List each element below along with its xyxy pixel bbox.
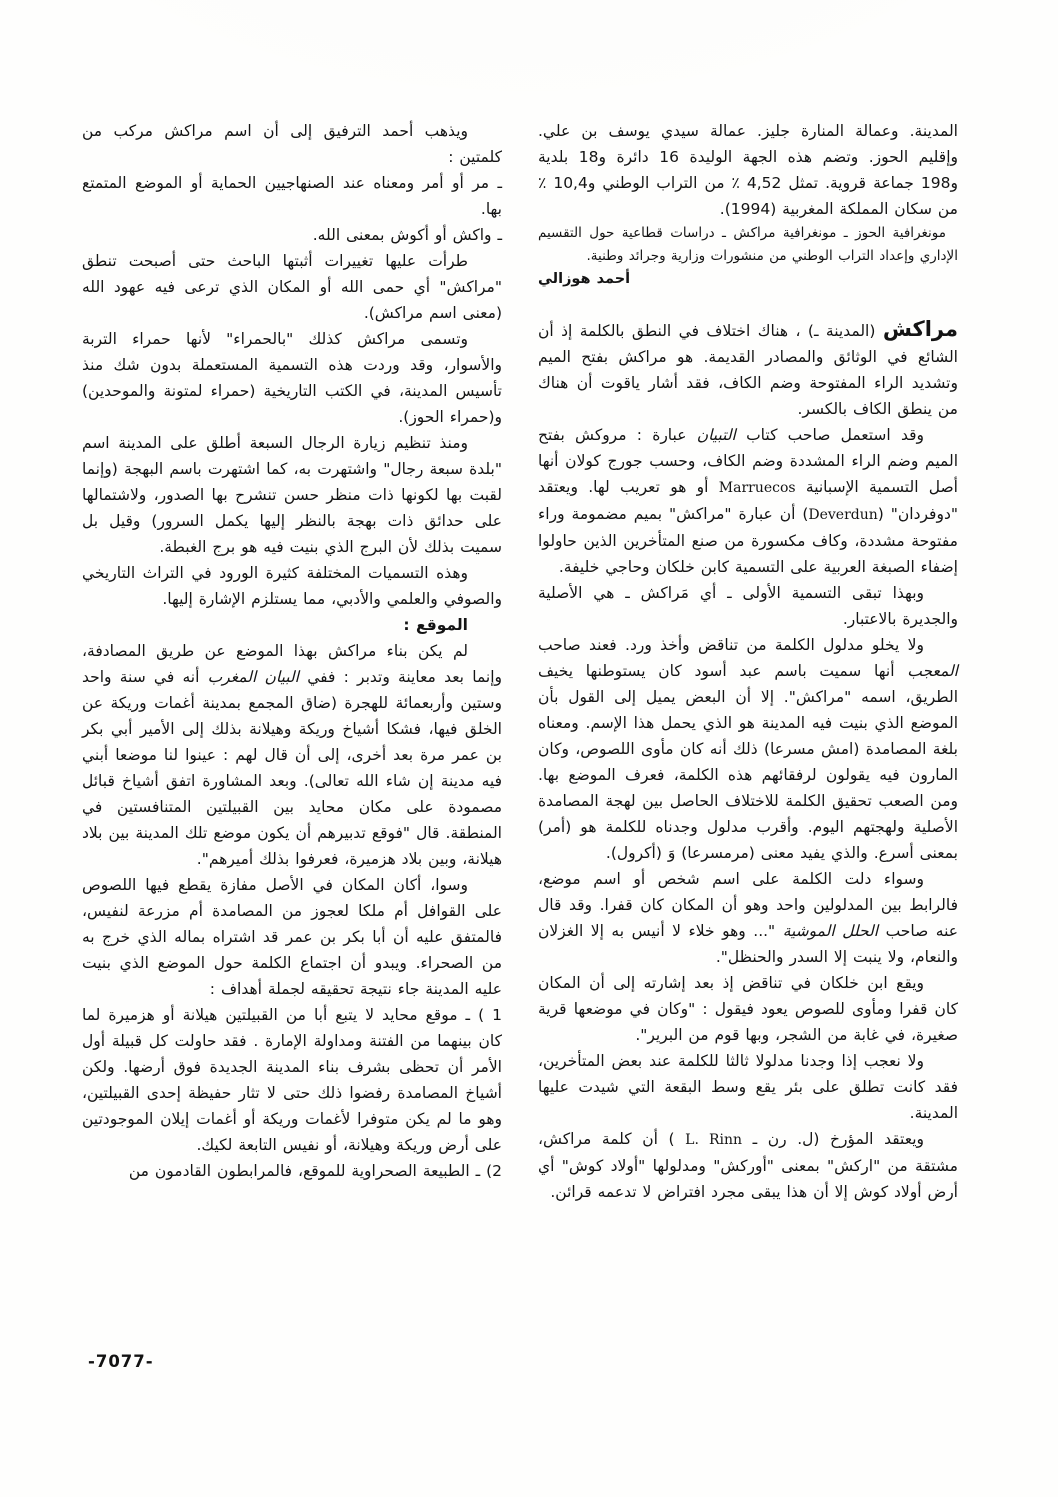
text-column-left — [82, 118, 502, 1184]
text-segment: 2) ـ الطبيعة الصحراوية للموقع، فالمرابطون القادمون من — [128, 1162, 502, 1180]
text-segment: ) أن كلمة مراكش، مشتقة من "اركش" بمعنى "أوركش" ومدلولها "أولاد كوش" أي أرض أولاد كوش إلا أن هذا يبقى مجرد افتراض لا تدعمه قرائن. — [538, 1130, 958, 1201]
text-segment: L. Rinn — [685, 1132, 743, 1148]
body-paragraph — [538, 580, 958, 632]
text-segment: "... وهو خلاء لا أنيس به إلا الغزلان والنعام، ولا ينبت إلا السدر والحنظل". — [538, 922, 958, 966]
body-paragraph — [82, 118, 502, 170]
text-segment: طرأت عليها تغييرات أثبتها الباحث حتى أصبحت تنطق "مراكش" أي حمى الله أو المكان الذي ترعى فيه عهود الله (معنى اسم مراكش). — [82, 252, 502, 322]
text-segment: البيان المغرب — [207, 668, 299, 686]
text-segment: عبارة : مروكش بفتح الميم وضم الراء المشددة وضم الكاف، وحسب جورج كولان أنها أصل التسمية الإسبانية — [538, 426, 958, 496]
text-segment: وبهذا تبقى التسمية الأولى ـ أي مَراكش ـ هي الأصلية والجديرة بالاعتبار. — [538, 584, 958, 628]
page-number: -7077- — [88, 1352, 154, 1371]
text-segment: 1 ) ـ موقع محايد لا يتبع أبا من القبيلتين هيلانة أو هزميرة لما كان بينهما من الفتنة ومداولة الإمارة . فقد حاولت كل قبيلة أول الأمر أن تحظى بشرف بناء المدينة الجديدة فوق أرضها. ولكن أشياخ المصامدة رفضوا ذلك حتى لا تثار حفيظة إحدى القبيلتين، وهو ما لم يكن متوفرا لأغمات وريكة أو أغمات إيلان الموجودتين على أرض وريكة وهيلانة، أو نفيس التابعة لكيك. — [82, 1006, 502, 1154]
text-segment: أو هو تعريب لها. ويعتقد "دوفردان" ( — [538, 478, 958, 523]
body-paragraph — [82, 222, 502, 248]
body-paragraph — [538, 632, 958, 866]
text-segment: وتسمى مراكش كذلك "بالحمراء" لأنها حمراء التربة والأسوار، وقد وردت هذه التسمية المستعملة بدون شك منذ تأسيس المدينة، في الكتب التاريخية (حمراء لمتونة والموحدين) و(حمراء الحوز). — [82, 330, 502, 426]
text-segment: ولا نعجب إذا وجدنا مدلولا ثالثا للكلمة عند بعض المتأخرين، فقد كانت تطلق على بئر يقع وسط البقعة التي شيدت عليها المدينة. — [538, 1052, 958, 1122]
text-segment: ويذهب أحمد الترفيق إلى أن اسم مراكش مركب من كلمتين : — [82, 122, 502, 166]
body-paragraph — [82, 248, 502, 326]
entry-headword: مراكش — [882, 317, 958, 341]
text-column-right — [538, 118, 958, 1205]
text-segment: مونغرافية الحوز ـ مونغرافية مراكش ـ دراسات قطاعية حول التقسيم الإداري وإعداد التراب الوطني من منشورات وزارية وجرائد وطنية. — [538, 225, 958, 264]
body-paragraph — [538, 422, 958, 580]
text-segment: لم يكن بناء مراكش بهذا الموضع عن طريق المصادفة، وإنما بعد معاينة وتدبر : ففي — [82, 642, 503, 686]
body-paragraph — [82, 430, 502, 560]
body-paragraph — [82, 170, 502, 222]
body-paragraph — [82, 1002, 502, 1158]
text-segment: المعجب — [907, 662, 958, 680]
text-segment: ) أن عبارة "مراكش" بميم مضمومة وراء مفتوحة مشددة، وكاف مكسورة من صنع المتأخرين الذين حاولوا إضفاء الصبغة العربية على التسمية كابن خلكان وحاجي خليفة. — [538, 505, 958, 576]
text-segment: ويقع ابن خلكان في تناقض إذ بعد إشارته إلى أن المكان كان قفرا ومأوى للصوص يعود فيقول : "وكان في موضعها قرية صغيرة، في غابة من الشجر، وبها قوم من البرير". — [538, 974, 958, 1044]
body-paragraph — [538, 1048, 958, 1126]
bibliography-note — [538, 222, 958, 267]
body-paragraph — [538, 866, 958, 970]
body-paragraph — [538, 970, 958, 1048]
body-paragraph — [82, 1158, 502, 1184]
text-segment: أنها سميت باسم عبد أسود كان يستوطنها يخيف الطريق، اسمه "مراكش". إلا أن البعض يميل إلى القول بأن الموضع الذي بنيت فيه المدينة هو الذي يحمل هذا الإسم. ومعناه بلغة المصامدة (امش مسرعا) ذلك أنه كان مأوى اللصوص، وكان المارون فيه يقولون لرفقائهم هذه الكلمة، فعرف الموضع بها. ومن الصعب تحقيق الكلمة للاختلاف الحاصل بين لهجة المصامدة الأصلية ولهجتهم اليوم. وأقرب مدلول وجدناه للكلمة هو (أمر) بمعنى أسرع. والذي يفيد معنى (مرمسرعا) وَ (أكرول). — [538, 662, 958, 862]
body-paragraph — [538, 118, 958, 222]
text-segment: ـ واكش أو أكوش بمعنى الله. — [312, 226, 502, 244]
body-paragraph — [538, 1126, 958, 1205]
section-subheading — [82, 612, 502, 638]
text-segment: ومنذ تنظيم زيارة الرجال السبعة أطلق على المدينة اسم "بلدة سبعة رجال" واشتهرت به، كما اشتهرت باسم البهجة (وإنما لقبت بها لكونها ذات منظر حسن تنشرح بها الصدور، ولاشتمالها على حدائق ذات بهجة بالنظر إليها يكمل السرور) وقيل بل سميت بذلك لأن البرج الذي بنيت فيه هو برج الغبطة. — [82, 434, 502, 556]
text-segment: ولا يخلو مدلول الكلمة من تناقض وأخذ ورد. فعند صاحب — [538, 636, 924, 654]
text-segment: المدينة. وعمالة المنارة جليز. عمالة سيدي يوسف بن علي. وإقليم الحوز. وتضم هذه الجهة الوليدة 16 دائرة و18 بلدية و198 جماعة قروية. تمثل 4,52 ٪ من التراب الوطني و10,4 ٪ من سكان المملكة المغربية (1994). — [538, 122, 958, 218]
text-segment: أحمد هوزالي — [538, 271, 631, 287]
text-segment: وقد استعمل صاحب كتاب — [735, 426, 924, 444]
body-paragraph — [82, 560, 502, 612]
text-segment: ويعتقد المؤرخ (ل. رن ـ — [742, 1130, 925, 1148]
text-segment: (المدينة ـ) ، هناك اختلاف في النطق بالكلمة إذ أن الشائع في الوثائق والمصادر القديمة. هو مراكش بفتح الميم وتشديد الراء المفتوحة وضم الكاف، فقد أشار ياقوت أن هناك من ينطق الكاف بالكسر. — [538, 322, 958, 418]
text-segment: Deverdun — [808, 507, 878, 523]
body-paragraph — [82, 638, 502, 872]
author-signature — [538, 267, 958, 292]
text-segment: وسواء دلت الكلمة على اسم شخص أو اسم موضع، فالرابط بين المدلولين واحد وهو أن المكان كان قفرا. وقد قال عنه صاحب — [538, 870, 959, 940]
text-segment: Marruecos — [718, 480, 796, 496]
text-segment: وسوا، أكان المكان في الأصل مفازة يقطع فيها اللصوص على القوافل أم ملكا لعجوز من المصامدة أم مزرعة لنفيس، فالمتفق عليه أن أبا بكر بن عمر قد اشتراه بماله الذي خرج به من الصحراء. ويبدو أن اجتماع الكلمة حول الموضع الذي بنيت عليه المدينة جاء نتيجة تحقيقه لجملة أهداف : — [82, 876, 502, 998]
entry-paragraph — [538, 316, 958, 422]
text-segment: أنه في سنة واحد وستين وأربعمائة للهجرة (ضاق المجمع بمدينة أغمات وريكة عن الخلق فيها، فشكا أشياخ وريكة وهيلانة بذلك إلى الأمير أبي بكر بن عمر مرة بعد أخرى، إلى أن قال لهم : عينوا لنا موضعا أبني فيه مدينة إن شاء الله تعالى). وبعد المشاورة اتفق أشياخ قبائل مصمودة على مكان محايد بين القبيلتين المتنافستين في المنطقة. قال "فوقع تدبيرهم أن يكون موضع تلك المدينة بين بلاد هيلانة، وبين بلاد هزميرة، فعرفوا بذلك أميرهم". — [82, 668, 502, 868]
text-segment: الموقع : — [403, 616, 468, 634]
text-segment: التبيان — [696, 426, 736, 444]
text-segment: الحلل الموشية — [782, 922, 879, 940]
body-paragraph — [82, 872, 502, 1002]
body-paragraph — [82, 326, 502, 430]
text-segment: وهذه التسميات المختلفة كثيرة الورود في التراث التاريخي والصوفي والعلمي والأدبي، مما يستلزم الإشارة إليها. — [82, 564, 502, 608]
text-segment: ـ مر أو أمر ومعناه عند الصنهاجيين الحماية أو الموضع المتمتع بها. — [82, 174, 502, 218]
